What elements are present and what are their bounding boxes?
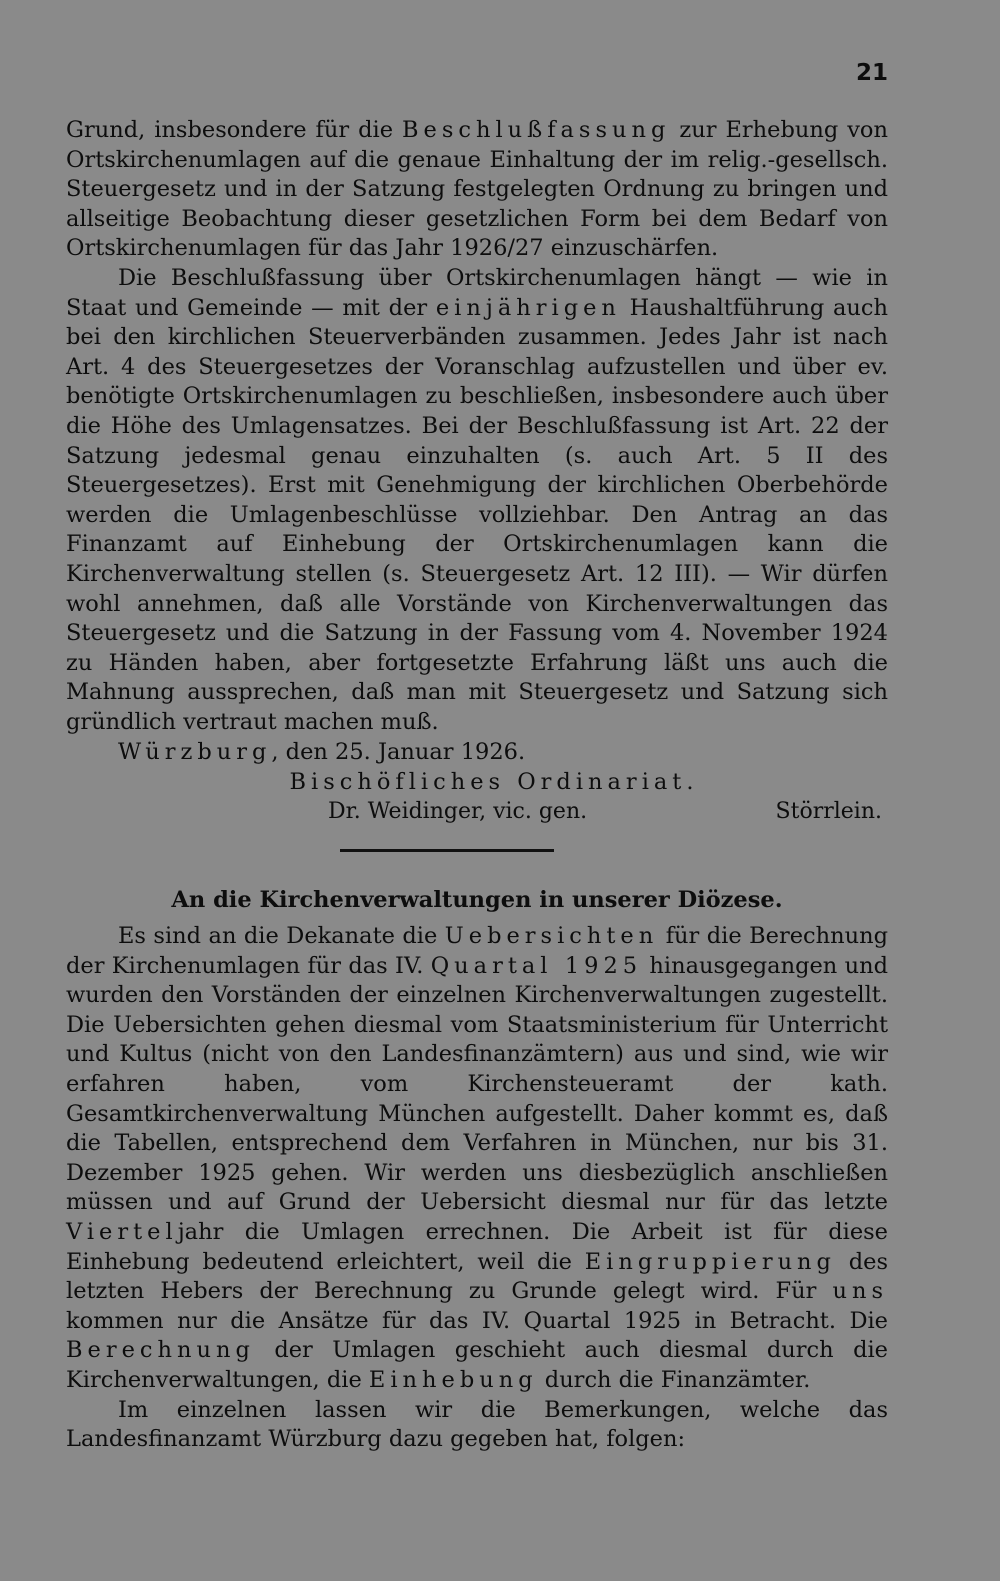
spaced-emphasis: einjährigen: [435, 294, 621, 321]
decree-text-block: [66, 116, 888, 829]
spaced-emphasis: Beschlußfassung: [401, 117, 671, 143]
section-heading: An die Kirchenverwaltungen in unserer Diözese.: [171, 887, 783, 913]
signature-right: Störrlein.: [775, 799, 882, 825]
signature-left: Dr. Weidinger, vic. gen.: [328, 799, 588, 825]
spaced-emphasis: uns: [832, 1278, 888, 1305]
paragraph-3: Es sind an die Dekanate die Uebersichten für die Berechnung der Kirchenumlagen für das IV. Quartal 1925 hinausgegangen und wurden den Vorständen der einzelnen Kirchenverwaltungen zugestellt. Die Uebersichten gehen diesmal vom Staatsministerium für Unterricht und Kultus (nicht von den Landesfinanzämtern) aus und sind, wie wir erfahren haben, vom Kirchensteueramt der kath. Gesamtkirchenverwaltung München aufgestellt. Daher kommt es, daß die Tabellen, entsprechend dem Verfahren in München, nur bis 31. Dezember 1925 gehen. Wir werden uns diesbezüglich anschließen müssen und auf Grund der Uebersicht diesmal nur für das letzte Vierteljahr die Umlagen errechnen. Die Arbeit ist für diese Einhebung bedeutend erleichtert, weil die Eingruppierung des letzten Hebers der Berechnung zu Grunde gelegt wird. Für uns kommen nur die Ansätze für das IV. Quartal 1925 in Betracht. Die Berechnung der Umlagen geschieht auch diesmal durch die Kirchenverwaltungen, die Einhebung durch die Finanzämter.: [66, 923, 889, 1393]
announcement-text-block: [66, 922, 888, 1455]
spaced-emphasis: Uebersichten: [444, 923, 659, 949]
signature-title: Bischöfliches Ordinariat.: [289, 769, 699, 796]
signature-row: [66, 797, 888, 829]
place-name: Würzburg: [118, 739, 272, 766]
paragraph-4: Im einzelnen lassen wir die Bemerkungen, welche das Landesfinanzamt Würzburg dazu gegeben hat, folgen:: [66, 1396, 888, 1453]
date-line: Würzburg, den 25. Januar 1926.: [118, 739, 526, 766]
spaced-emphasis: Eingruppierung: [584, 1248, 836, 1275]
section-divider: [340, 849, 554, 852]
spaced-emphasis: Quartal 1925: [430, 952, 643, 979]
paragraph-2: Die Beschlußfassung über Ortskirchenumlagen hängt — wie in Staat und Gemeinde — mit der einjährigen Haushaltführung auch bei den kirchlichen Steuerverbänden zusammen. Jedes Jahr ist nach Art. 4 des Steuergesetzes der Voranschlag aufzustellen und über ev. benötigte Ortskirchenumlagen zu beschließen, insbesondere auch über die Höhe des Umlagensatzes. Bei der Beschlußfassung ist Art. 22 der Satzung jedesmal genau einzuhalten (s. auch Art. 5 II des Steuergesetzes). Erst mit Genehmigung der kirchlichen Oberbehörde werden die Umlagenbeschlüsse vollziehbar. Den Antrag an das Finanzamt auf Einhebung der Ortskirchenumlagen kann die Kirchenverwaltung stellen (s. Steuergesetz Art. 12 III). — Wir dürfen wohl annehmen, daß alle Vorstände von Kirchenverwaltungen das Steuergesetz und die Satzung in der Fassung vom 4. November 1924 zu Händen haben, aber fortgesetzte Erfahrung läßt uns auch die Mahnung aussprechen, daß man mit Steuergesetz und Satzung sich gründlich vertraut machen muß.: [66, 264, 888, 735]
spaced-emphasis: Viertel: [66, 1218, 178, 1245]
spaced-emphasis: Berechnung: [66, 1337, 255, 1364]
paragraph-1: Grund, insbesondere für die Beschlußfassung zur Erhebung von Ortskirchenumlagen auf die genaue Einhaltung der im relig.-gesellsch. Steuergesetz und in der Satzung festgelegten Ordnung zu bringen und allseitige Beobachtung dieser gesetzlichen Form bei dem Bedarf von Ortskirchenumlagen für das Jahr 1926/27 einzuschärfen.: [66, 117, 888, 262]
page-number: 21: [855, 60, 888, 86]
spaced-emphasis: Einhebung: [368, 1366, 538, 1393]
